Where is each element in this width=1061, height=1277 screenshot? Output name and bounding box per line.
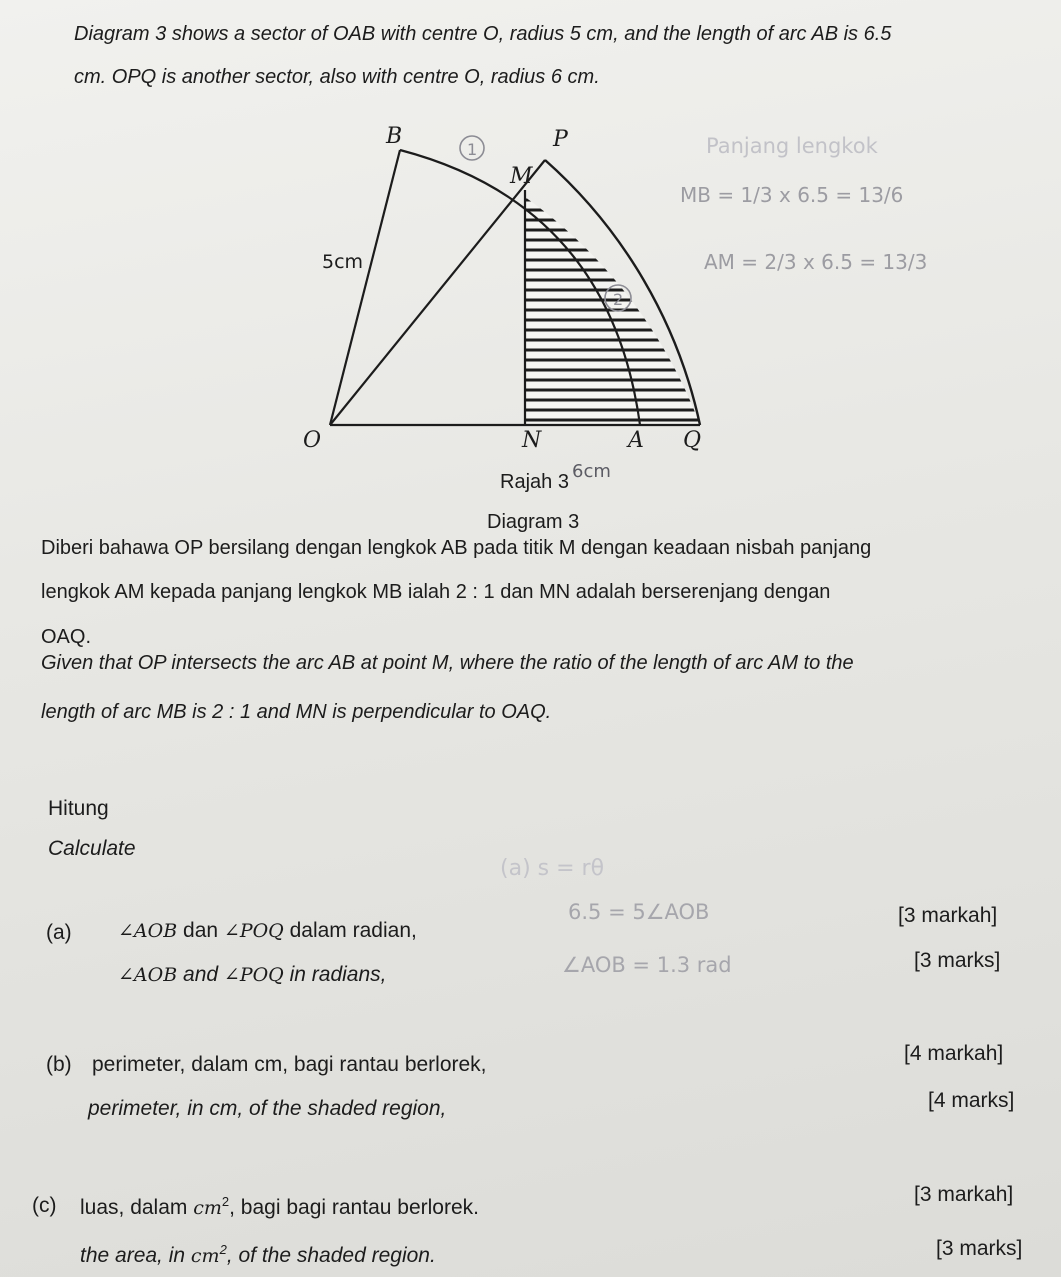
intro-line-2: cm. OPQ is another sector, also with centre O, radius 6 cm. — [74, 66, 600, 88]
given-english-1: Given that OP intersects the arc AB at point M, where the ratio of the length of arc AM to the — [41, 652, 854, 674]
question-b-english: perimeter, in cm, of the shaded region, — [88, 1097, 447, 1120]
handwritten-mb-line: MB = 1/3 x 6.5 = 13/6 — [680, 183, 904, 207]
question-c-malay: luas, dalam $cm^2$, bagi bagi rantau berlorek. — [80, 1194, 479, 1219]
handwritten-s-formula: (a) s = rθ — [500, 856, 605, 881]
question-c-english: the area, in $cm^2$, of the shaded region. — [80, 1242, 436, 1267]
handwritten-am-line: AM = 2/3 x 6.5 = 13/3 — [704, 250, 928, 274]
question-c-letter: (c) — [32, 1194, 57, 1217]
label-N: N — [522, 428, 542, 453]
caption-malay: Rajah 3 — [500, 471, 569, 493]
given-malay-3: OAQ. — [41, 626, 92, 648]
question-a-letter: (a) — [46, 921, 72, 944]
question-b-marks-malay: [4 markah] — [904, 1042, 1004, 1065]
given-malay-2: lengkok AM kepada panjang lengkok MB ialah 2 : 1 dan MN adalah berserenjang dengan — [41, 581, 831, 603]
question-c-marks-malay: [3 markah] — [914, 1183, 1014, 1206]
question-b-letter: (b) — [46, 1053, 72, 1076]
question-c-marks-english: [3 marks] — [936, 1237, 1023, 1260]
handwritten-heading: Panjang lengkok — [706, 134, 878, 158]
handwritten-circle-1-text: 1 — [467, 140, 478, 159]
label-B: B — [386, 124, 403, 149]
instruction-english: Calculate — [48, 837, 136, 860]
instruction-malay: Hitung — [48, 797, 109, 820]
handwritten-substitution: 6.5 = 5∠AOB — [568, 900, 710, 924]
intro-line-1: Diagram 3 shows a sector of OAB with centre O, radius 5 cm, and the length of arc AB is 6.5 — [74, 23, 892, 45]
given-malay-1: Diberi bahawa OP bersilang dengan lengkok AB pada titik M dengan keadaan nisbah panjang — [41, 537, 872, 559]
question-a-malay: ∠AOB dan ∠POQ dalam radian, — [118, 919, 417, 942]
radius-label: 5cm — [322, 251, 364, 273]
handwritten-result: ∠AOB = 1.3 rad — [562, 953, 732, 977]
question-b-malay: perimeter, dalam cm, bagi rantau berlorek, — [92, 1053, 487, 1076]
question-a-marks-malay: [3 markah] — [898, 904, 998, 927]
label-Q: Q — [683, 428, 702, 453]
handwritten-circle-2-text: 2 — [613, 290, 624, 309]
label-A: A — [628, 428, 644, 453]
label-M: M — [510, 164, 533, 189]
question-a-english: ∠AOB and ∠POQ in radians, — [118, 963, 387, 986]
radius-OB — [330, 150, 400, 425]
question-b-marks-english: [4 marks] — [928, 1089, 1015, 1112]
caption-english: Diagram 3 — [487, 511, 580, 533]
handwritten-6cm: 6cm — [572, 461, 611, 482]
label-P: P — [553, 127, 568, 152]
label-O: O — [303, 428, 322, 453]
given-english-2: length of arc MB is 2 : 1 and MN is perpendicular to OAQ. — [41, 701, 552, 723]
question-a-marks-english: [3 marks] — [914, 949, 1001, 972]
